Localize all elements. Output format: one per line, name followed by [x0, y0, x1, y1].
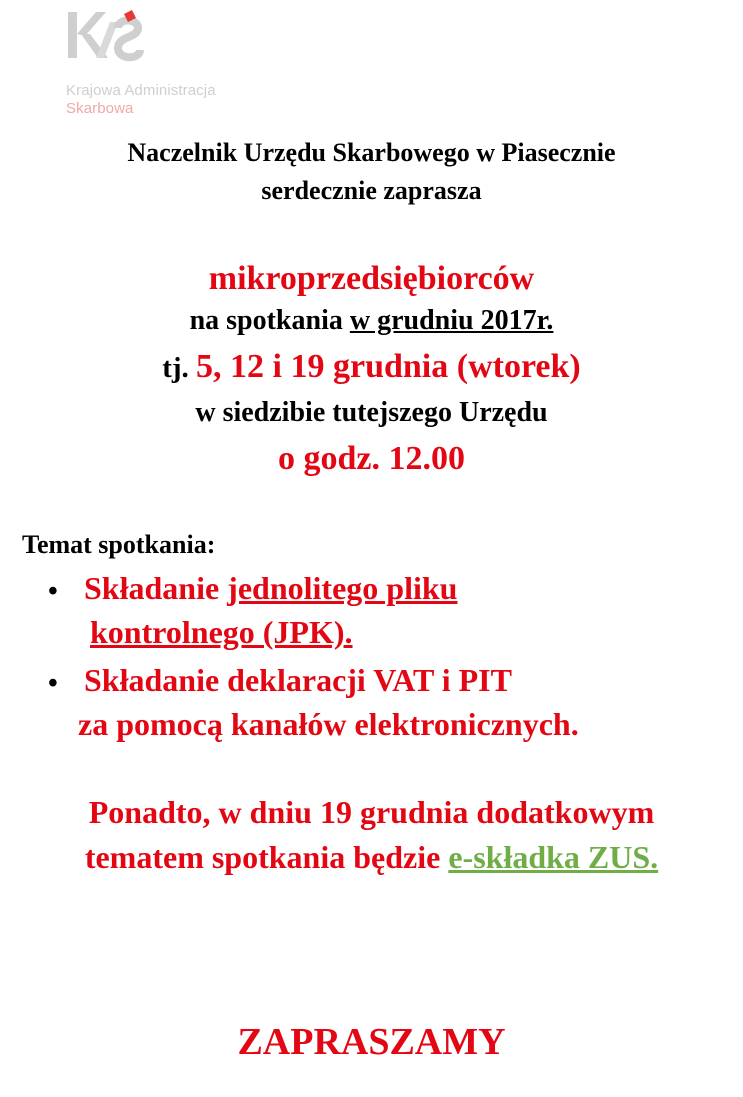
time-line: o godz. 12.00 — [278, 440, 465, 477]
topic-item-1-link-a[interactable]: jednolitego pliku — [227, 570, 458, 606]
meetings-line — [0, 305, 743, 337]
audience-title: mikroprzedsiębiorców — [208, 260, 535, 297]
meetings-prefix: na spotkania — [189, 305, 350, 336]
header-line2: serdecznie zaprasza — [261, 176, 482, 205]
header-line1: Naczelnik Urzędu Skarbowego w Piasecznie — [127, 138, 616, 167]
meetings-when: w grudniu 2017r. — [349, 305, 554, 336]
extra-line1: Ponadto, w dniu 19 grudnia dodatkowym — [88, 794, 655, 830]
bullet-icon: • — [48, 668, 58, 699]
topics-heading: Temat spotkania: — [22, 530, 216, 559]
extra-line2 — [0, 839, 743, 876]
topic-item-1-prefix: Składanie — [84, 570, 228, 606]
dates-prefix: tj. — [162, 352, 197, 384]
kas-logo — [66, 8, 266, 118]
topic-item-2-line2: za pomocą kanałów elektronicznych. — [78, 706, 579, 742]
bullet-icon: • — [48, 576, 58, 607]
logo-text-line1: Krajowa Administracja — [66, 82, 216, 99]
dates-value: 5, 12 i 19 grudnia (wtorek) — [196, 348, 581, 385]
closing-title: ZAPRASZAMY — [237, 1021, 506, 1063]
extra-line2-prefix: tematem spotkania będzie — [84, 839, 449, 875]
location-line: w siedzibie tutejszego Urzędu — [195, 397, 548, 428]
topic-item-1-link-b[interactable]: kontrolnego (JPK). — [90, 614, 353, 650]
topic-item-1-line1 — [84, 570, 457, 607]
dates-line — [0, 348, 743, 386]
logo-text-line2: Skarbowa — [66, 100, 134, 117]
e-skladka-zus-link[interactable]: e-składka ZUS. — [448, 839, 659, 875]
topic-item-2-line1: Składanie deklaracji VAT i PIT — [84, 662, 512, 698]
kas-logo-mark-icon — [66, 8, 146, 78]
